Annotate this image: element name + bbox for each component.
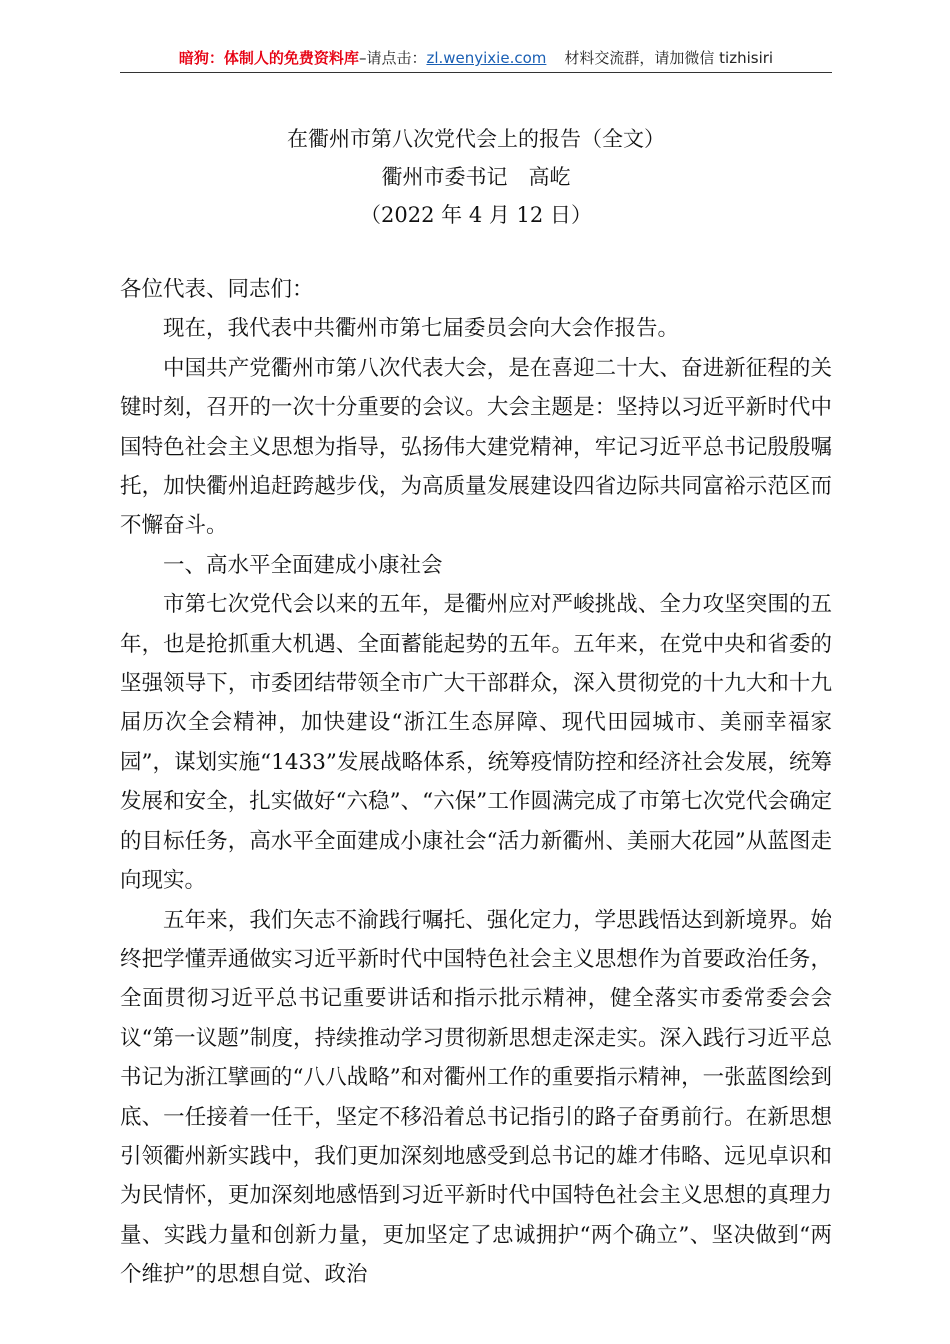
paragraph: 市第七次党代会以来的五年，是衢州应对严峻挑战、全力攻坚突围的五年，也是抢抓重大机遇、全面蓄能起势的五年。五年来，在党中央和省委的坚强领导下，市委团结带领全市广大干部群众，深入贯彻党的十九大和十九届历次全会精神，加快建设“浙江生态屏障、现代田园城市、美丽幸福家园”，谋划实施“1433”发展战略体系，统筹疫情防控和经济社会发展，统筹发展和安全，扎实做好“六稳”、“六保”工作圆满完成了市第七次党代会确定的目标任务，高水平全面建成小康社会“活力新衢州、美丽大花园”从蓝图走向现实。: [120, 592, 832, 894]
header-click-prompt: –请点击：: [358, 49, 427, 67]
document-body: [120, 270, 832, 1295]
document-date: （2022 年 4 月 12 日）: [360, 203, 592, 227]
paragraph: 中国共产党衢州市第八次代表大会，是在喜迎二十大、奋进新征程的关键时刻，召开的一次十分重要的会议。大会主题是：坚持以习近平新时代中国特色社会主义思想为指导，弘扬伟大建党精神，牢记习近平总书记殷殷嘱托，加快衢州追赶跨越步伐，为高质量发展建设四省边际共同富裕示范区而不懈奋斗。: [120, 355, 832, 539]
document-title: 在衢州市第八次党代会上的报告（全文）: [287, 127, 665, 151]
document-author: 衢州市委书记 高屹: [381, 165, 571, 189]
section-heading: 一、高水平全面建成小康社会: [163, 552, 443, 578]
title-block: [120, 120, 832, 234]
header-site-name: 暗狗：体制人的免费资料库: [178, 49, 359, 67]
paragraph: 现在，我代表中共衢州市第七届委员会向大会作报告。: [163, 316, 680, 342]
header-wechat-text: 材料交流群，请加微信 tizhisiri: [564, 49, 774, 67]
page-header: [120, 44, 832, 73]
salutation: 各位代表、同志们：: [120, 277, 314, 302]
paragraph: 五年来，我们矢志不渝践行嘱托、强化定力，学思践悟达到新境界。始终把学懂弄通做实习近平新时代中国特色社会主义思想作为首要政治任务，全面贯彻习近平总书记重要讲话和指示批示精神，健全落实市委常委会会议“第一议题”制度，持续推动学习贯彻新思想走深走实。深入践行习近平总书记为浙江擘画的“八八战略”和对衢州工作的重要指示精神，一张蓝图绘到底、一任接着一任干，坚定不移沿着总书记指引的路子奋勇前行。在新思想引领衢州新实践中，我们更加深刻地感受到总书记的雄才伟略、远见卓识和为民情怀，更加深刻地感悟到习近平新时代中国特色社会主义思想的真理力量、实践力量和创新力量，更加坚定了忠诚拥护“两个确立”、坚决做到“两个维护”的思想自觉、政治: [120, 907, 832, 1288]
header-link[interactable]: zl.wenyixie.com: [426, 49, 547, 67]
